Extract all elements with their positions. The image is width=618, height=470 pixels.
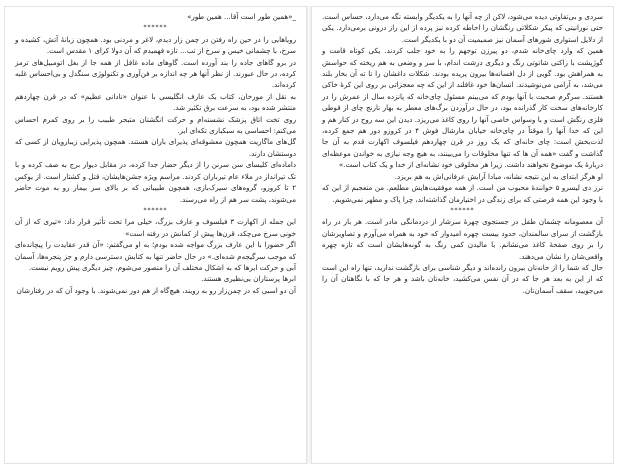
paragraph: در برو گاهای جاده را بند آورده است. گاوهای ماده غافل از همه جا از بغل اتومبیل‌های ترمز کرده، در حال عبورند. از نظر آنها هر چه اندازه بر فن‌آوری و تکنولوژی سنگدل و بی‌احساس غلبه کرده‌اند. <box>15 57 296 90</box>
paragraph: همین که وارد چای‌خانه شدم، دو پیرزن توجهم را به خود جلب کردند. یکی کوتاه قامت و گوژپشت با زاکتی شاتوتی رنگ و دیگری درشت اندام، با سر و وضعی به هم ریخته که حواسش به همراهش بود. گویی از دل افسانه‌ها بیرون پریده بودند. شکلات داغشان را تا ته آن بخار بلند می‌شد، به آرامی می‌نوشیدند. انسان‌ها خود غافلند از این که چه معجزاتی بر روی این کرهٔ خاکی هستند. سرگرم صحبت با آنها بودم که می‌بینم مسئول چای‌خانه که پانزده سال از عمرش را در کارخانه‌های سخت کار گذرانده بود، در حال درآوردن برگ‌های معطر به بهار نارنج چای از قوطی فلزی رنگش است و با وسواس خاصی آنها را روی کاغذ می‌ریزد. دیدن این سه روح در کنار هم و این که خدا آنها را موقتاً در چای‌خانه خیابان مارشال فوش ۴ در کروزو دور هم جمع کرده، لذت‌بخش است: چای خانه‌ای که یک روز در قرن چهاردهم فیلسوف اکهارت قدم به آن جا گذاشت و گفت «همه آن ها که تنها مخلوقات را می‌بینند، به هیچ وجه نیازی به خواندن موعظه‌ای دربارهٔ یک موضوع نخواهند داشت. زیرا هر مخلوقی خود نشانه‌ای از خدا و یک کتاب است.» <box>322 46 604 170</box>
paragraph: آن دو اسبی که در چمن‌زار رو به رویند، هیچ‌گاه از هم دور نمی‌شوند. با وجود آن که در رفتارشان <box>16 285 296 295</box>
paragraph: این جمله از اکهارت ۳ فیلسوف و عارف بزرگ، خیلی مرا تحت تأثیر قرار داد: «تیری که از آن خونی سرخ می‌چکد، قرن‌ها پیش از کمانش در رفته است» <box>15 217 296 238</box>
paragraph: داماده‌ای کلیسای سن سرنن را از دیگر حضار جدا کرده، در مقابل دیوار برج به صف کرده و با تک تیرانداز در ملاء عام تیرباران کردند. مراسم ویژه جشن‌هایشان، قتل و کشتار است. از یوکس ۲ تا کروزو، گروه‌های سیرک‌بازی، همچون طبیبانی که بر بالای سر بیمار رو به موت حاضر می‌شوند، پشت سر هم از راه می‌رسند. <box>15 160 296 204</box>
section-separator: ****** <box>450 206 475 214</box>
paragraph: به نقل از مورخان، کتاب یک عارف انگلیسی با عنوان «نادانی عظیم» که در قرن چهاردهم منتشر شده بود، به سرعت برق تکثیر شد. <box>15 91 296 113</box>
paragraph: آن معصومانه چشمان طفل در جستجوی چهرهٔ سرشار از دردمانگی مادر است. هر بار در راه بازگشت از سرای سالمندان، حدود بیست چهره امیدوار که خود به همراه می‌آورم و تصاویرشان را بر روی صفحهٔ کاغذ می‌نشانم. با مالیدن کمی رنگ به گونه‌هایشان است که تازه چهره واقعی‌شان را نشان می‌دهند. <box>322 217 603 261</box>
paragraph: نرز دی لیسرو ۵ خوانندهٔ محبوب من است. از همه موفقیت‌هایش مطلعم. من متعجبم از این که با وجود این همه فرصتی که برای زندگی در اختیارمان گذاشته‌اند، چرا پاک و مطهر نمی‌شویم. <box>322 183 604 204</box>
left-page <box>4 6 307 464</box>
right-page-text <box>322 11 603 459</box>
left-page-text <box>15 11 296 459</box>
paragraph: حال که شما را از خانه‌تان بیرون رانده‌اند و دیگر شناسی برای بازگشت ندارید، تنها راه این است که از این به بعد هر جا که در آن نفس می‌کشید، خانه‌تان باشد و هر جا که با نگاهتان آن را می‌جویید، سقف آسمان‌تان. <box>322 262 603 295</box>
paragraph: او هرگز ابتدای به این نتیجه نشانه، مبادا آرایش عرفانی‌اش به هم بریزد. <box>394 171 603 181</box>
section-separator: ****** <box>143 206 168 214</box>
paragraph: رویاهایی را در حین راه رفتن در چمن زار دیدم، لاغر و مردنی بود. همچون زبانهٔ آتش، کشیده و سرخ، با چشمانی خیس و سرخ از تب... تازه فهمیدم که آن دولا کرای ۱ مقدس است. <box>15 34 296 56</box>
right-page <box>311 6 614 464</box>
section-separator: ****** <box>143 24 168 32</box>
paragraph: اگر حضورا با این عارف بزرگ مواجه شده بودم؛ به او می‌گفتم: «آن قدر عقایدت را پیچانده‌ای که موجب سرگیجه‌م شده‌ای.» در حال حاضر تنها به کتابش دسترسی دارم و جز پنجره‌ها، آسمان آبی و حرکت ابرها که به اشکال مختلف آن را منصور می‌شوم، چیز دیگری پیش رویم نیست. <box>15 240 296 272</box>
paragraph: _«همین طور است آقا... همین طور» <box>187 12 296 21</box>
paragraph: روی تخت اتاق پزشک نشسته‌ام و حرکت انگشتان متبحر طبیب را بر روی کمرم احساس می‌کنم: احساسی به سبکباری تکه‌ای ابر. <box>15 114 296 136</box>
paragraph: ابرها پرستاران بی‌نظیری هستند. <box>201 274 296 284</box>
paragraph: سردی و بی‌تفاوتی دیده می‌شود، لاکن از چه آنها را به یکدیگر وابسته نگه می‌دارد، حساس است. حتی نورانیتی که پیکر شکلاتی رنگشان را احاطه کرده نیز پرده از این راز درونی برمی‌دارد. یکی از دلایل استواری شورهای آسمان نیز صمیمیت آن دو با یکدیگر است. <box>322 12 603 44</box>
paragraph: گل‌های ماگاریت همچون معشوقه‌ای پذیرای باران هستند. همچون پذیرایی زیبارویان از کسی که دوستشان دارند. <box>15 137 296 158</box>
